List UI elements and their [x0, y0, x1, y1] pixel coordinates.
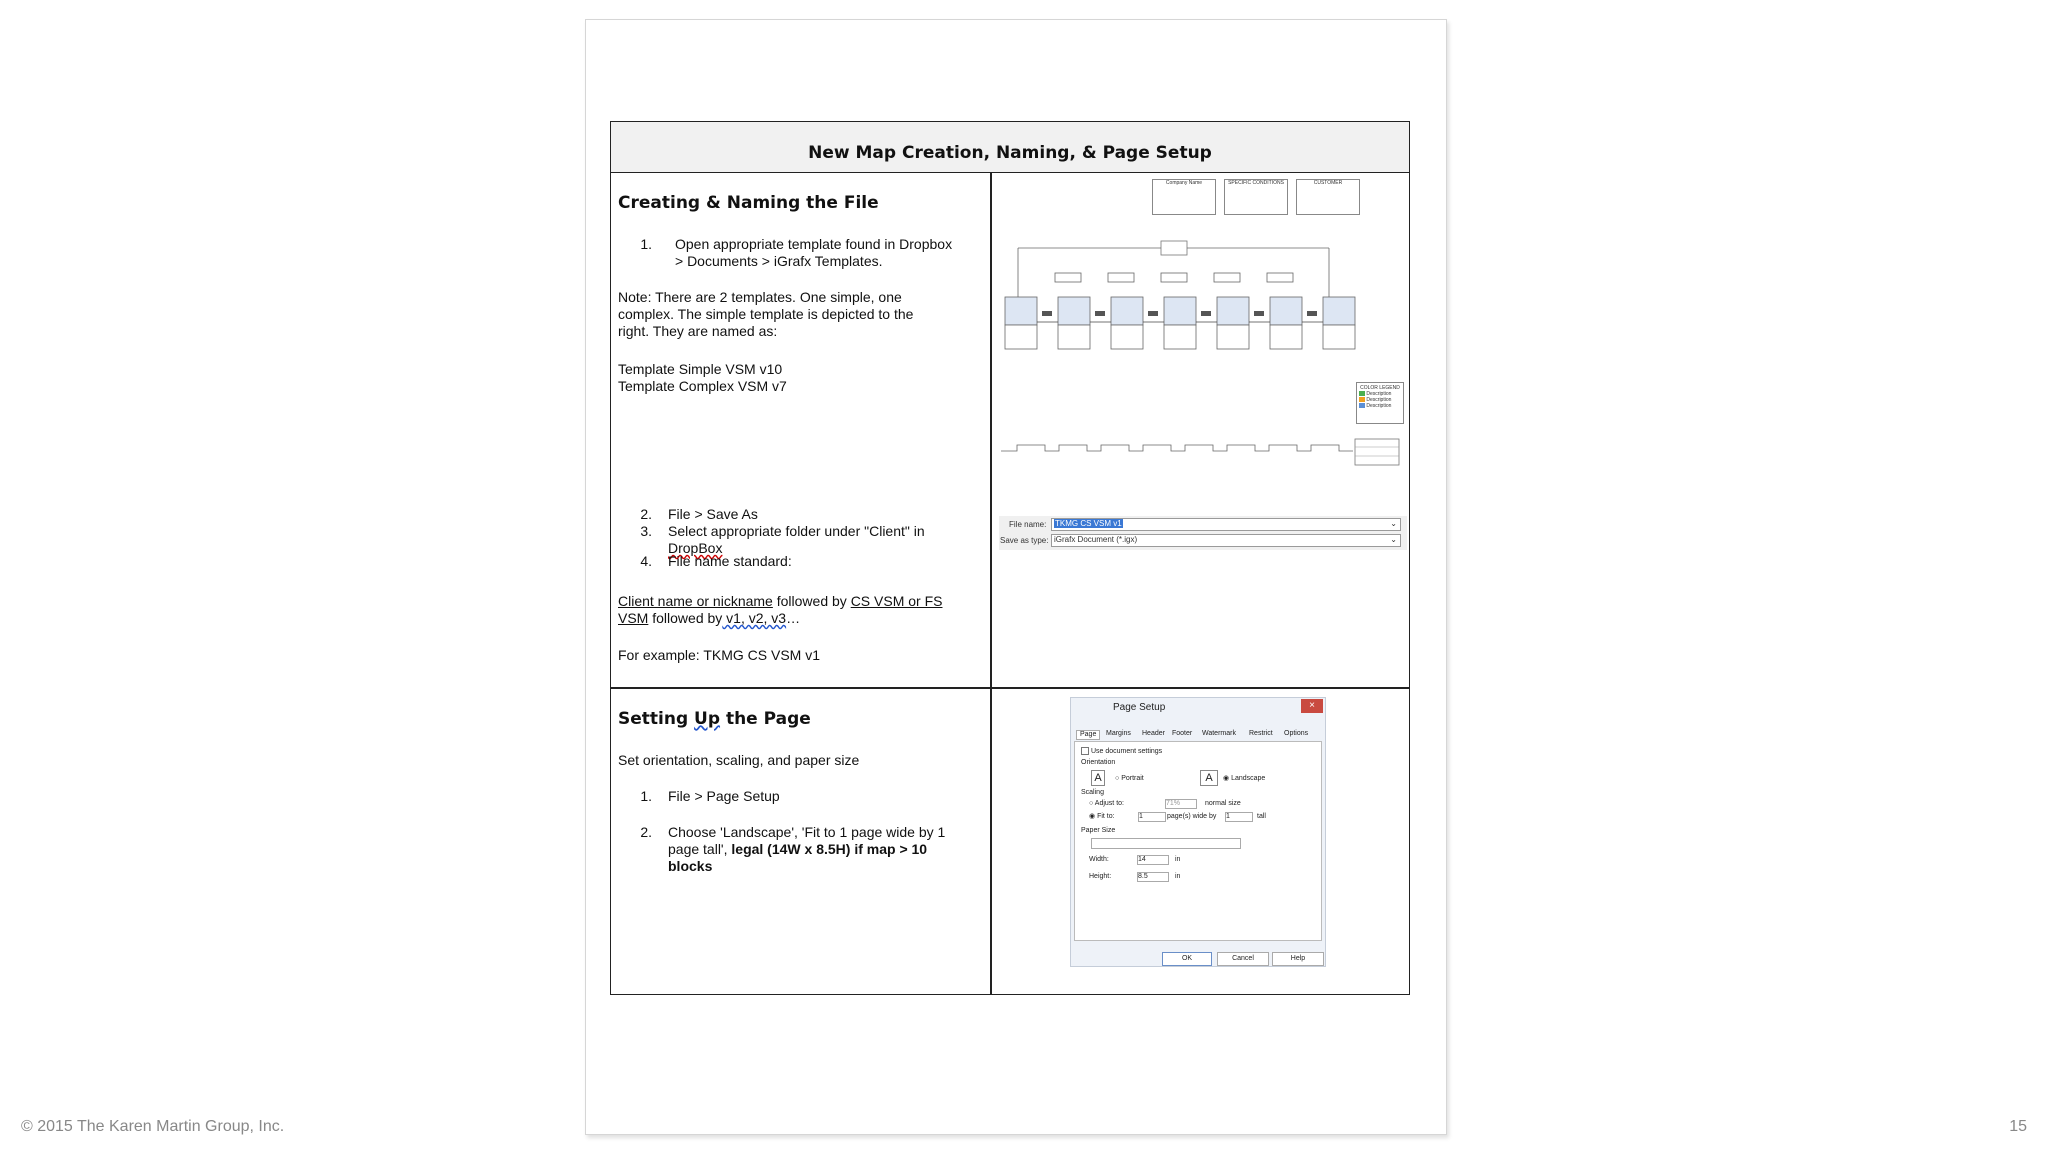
section1-step1: 1. Open appropriate template found in Dropbox > Documents > iGrafx Templates. — [640, 236, 953, 269]
section2-heading: Setting Up the Page — [618, 709, 811, 729]
portrait-icon: A — [1091, 770, 1105, 786]
file-name-field: TKMG CS VSM v1 ⌄ — [1051, 518, 1401, 531]
file-name-standard: Client name or nickname followed by CS VSM or FS VSM followed by v1, v2, v3… — [618, 593, 943, 626]
section1-steps-2-4: 2. File > Save As 3. Select appropriate folder under "Client" in DropBox 4. File name standard: — [640, 506, 925, 569]
page-setup-title: Page Setup — [1113, 702, 1166, 713]
chevron-down-icon: ⌄ — [1390, 535, 1397, 544]
slide-number: 15 — [2009, 1118, 2027, 1135]
close-icon: × — [1301, 699, 1323, 713]
page-setup-tabs: Page Margins Header Footer Watermark Restrict Options — [1074, 728, 1322, 740]
vsm-color-legend: COLOR LEGEND Description Description Description — [1356, 382, 1404, 424]
page-setup-dialog-image — [1070, 697, 1326, 967]
copyright-footer: © 2015 The Karen Martin Group, Inc. — [21, 1118, 285, 1135]
section1-heading: Creating & Naming the File — [618, 193, 879, 213]
save-type-label: Save as type: — [1000, 536, 1049, 545]
row-divider — [611, 687, 1409, 689]
table-title: New Map Creation, Naming, & Page Setup — [611, 122, 1409, 173]
cancel-button: Cancel — [1217, 952, 1269, 966]
template-names: Template Simple VSM v10 Template Complex VSM v7 — [618, 361, 787, 394]
section2-step2: 2. Choose 'Landscape', 'Fit to 1 page wide by 1 page tall', legal (14W x 8.5H) if map > 10 blocks — [640, 824, 946, 874]
vsm-customer-box: CUSTOMER — [1296, 179, 1360, 215]
document-page — [585, 19, 1447, 1135]
example-text: For example: TKMG CS VSM v1 — [618, 647, 821, 663]
file-name-label: File name: — [1009, 520, 1047, 529]
chevron-down-icon: ⌄ — [1390, 519, 1397, 528]
save-as-dialog-image — [999, 516, 1407, 550]
paper-size-select — [1091, 838, 1241, 849]
save-type-field: iGrafx Document (*.igx) ⌄ — [1051, 534, 1401, 547]
ok-button: OK — [1162, 952, 1212, 966]
section2-intro: Set orientation, scaling, and paper size — [618, 752, 860, 768]
vsm-company-box: Company Name — [1152, 179, 1216, 215]
landscape-icon: A — [1200, 770, 1218, 786]
instruction-table — [610, 121, 1410, 995]
column-divider — [990, 173, 992, 995]
section2-steps: 1. File > Page Setup — [640, 788, 780, 804]
section1-note: Note: There are 2 templates. One simple, one complex. The simple template is depicted to the right. They are named as: — [618, 289, 914, 339]
help-button: Help — [1272, 952, 1324, 966]
page-setup-body: Use document settings Orientation A ○ Portrait A ◉ Landscape Scaling ○ Adjust to: 71% normal size ◉ Fit to: 1 page(s) wide by 1 tall Paper Size Width: 14 in Height: 8.5 in — [1074, 741, 1322, 941]
vsm-conditions-box: SPECIFIC CONDITIONS — [1224, 179, 1288, 215]
